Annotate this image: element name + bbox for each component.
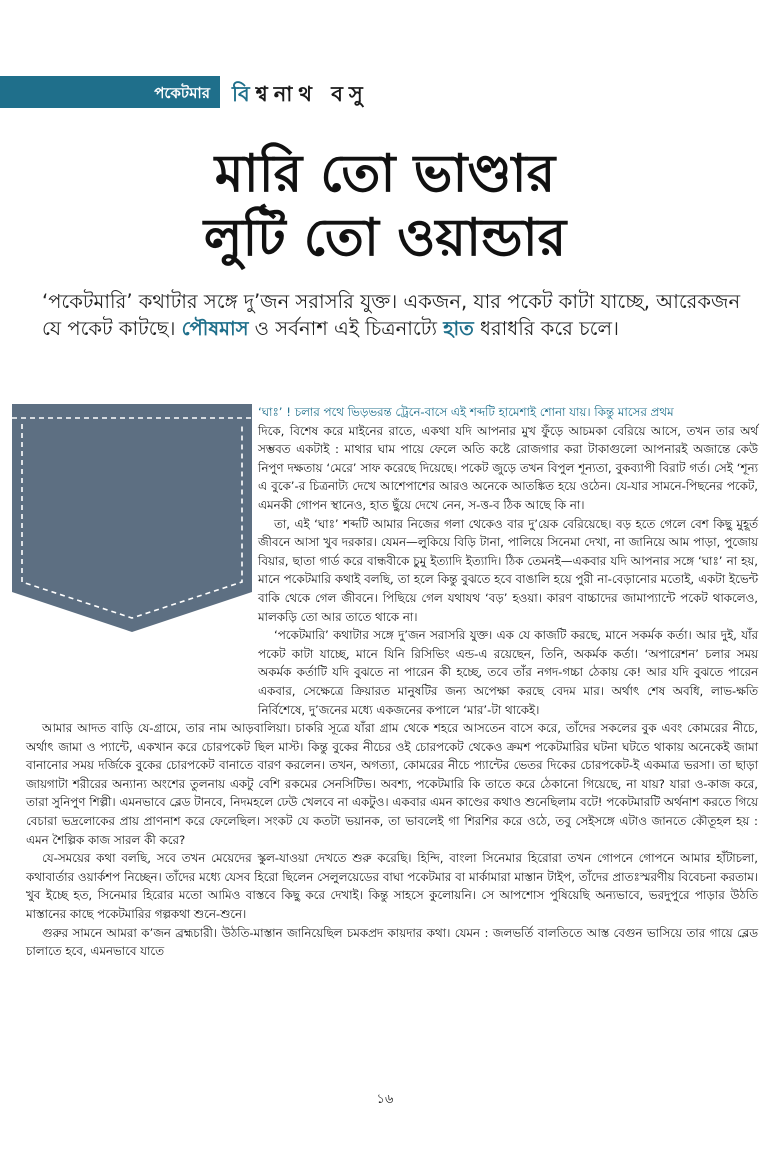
intro-highlight: হাত: [443, 317, 474, 340]
pocket-illustration: [12, 404, 252, 632]
intro-highlight: পৌষমাস: [181, 317, 249, 340]
body-paragraph: গুরুর সামনে আমরা ক’জন ব্রহ্মচারী। উঠতি-মাস্তান জানিয়েছিল চমকপ্রদ কায়দার কথা। যেমন : জলভর্তি বালতিতে আস্ত বেগুন ভাসিয়ে তার গায়ে ব্লেড চালাতে হবে, এমনভাবে যাতে: [26, 925, 758, 959]
intro-text: ও সর্বনাশ এই চিত্রনাট্যে: [248, 317, 444, 340]
intro-text: ‘পকেটমারি’ কথাটার সঙ্গে দু’জন সরাসরি যুক্ত। একজন, যার পকেট কাটা যাচ্ছে, আরেকজন যে পকেট কাটছে।: [42, 290, 741, 340]
section-label: পকেটমার: [154, 84, 210, 102]
body-lead: ‘ঘাঃ’ ! চলার পথে ভিড়ভরন্ত ট্রেনে-বাসে এই শব্দটি হামেশাই শোনা যায়। কিন্তু মাসের প্রথম: [258, 405, 674, 419]
author-byline: [232, 78, 369, 113]
article-title-line-2: লুটি তো ওয়ান্ডার: [203, 208, 567, 268]
page-number: ১৬: [376, 1092, 394, 1107]
author-initial: বি: [232, 82, 256, 106]
body-paragraph: তা, এই ‘ঘাঃ’ শব্দটি আমার নিজের গলা থেকেও বার দু’য়েক বেরিয়েছে। বড় হতে গেলে বেশ কিছু মুহূর্ত জীবনে আসা খুব দরকার। যেমন—লুকিয়ে বিড়ি টানা, পালিয়ে সিনেমা দেখা, না জানিয়ে আম পাড়া, পুজোয় বিয়ার, ছাতা গার্ড করে বান্ধবীকে চুমু ইত্যাদি ইত্যাদি। ঠিক তেমনই—একবার যদি আপনার সঙ্গে ‘ঘাঃ’ না হয়, মানে পকেটমারি কথাই বলছি, তা হলে কিন্তু বুঝতে হবে বাঙালি হয়ে পুরী না-বেড়ানোর মতোই, একটা ইভেন্ট বাকি থেকে গেল জীবনে। পিছিয়ে গেল যথাযথ ‘বড়’ হওয়া। কারণ বাচ্চাদের জামাপ্যান্টে পকেট থাকলেও, মালকড়ি তো আর তাতে থাকে না।: [258, 516, 758, 624]
article-body: [26, 403, 758, 961]
body-paragraph: ‘পকেটমারি’ কথাটার সঙ্গে দু’জন সরাসরি যুক্ত। এক যে কাজটি করছে, মানে সকর্মক কর্তা। আর দুই, যাঁর পকেট কাটা যাচ্ছে, মানে যিনি রিসিভিং এন্ড-এ রয়েছেন, তিনি, অকর্মক কর্তা। ‘অপারেশন’ চলার সময় অকর্মক কর্তাটি যদি বুঝতে না পারেন কী হচ্ছে, তবে তাঁর নগদ-গচ্চা ঠেকায় কে! আর যদি বুঝতে পারেন একবার, সেক্ষেত্রে ক্রিয়ারত মানুষটির জন্য অপেক্ষা করছে বেদম মার। অর্থাৎ শেষ অবধি, লাভ-ক্ষতি নির্বিশেষে, দু’জনের মধ্যে একজনের কপালে ‘মার’-টা থাকেই।: [258, 628, 758, 717]
intro-text: ধরাধরি করে চলে।: [473, 317, 619, 340]
intro-paragraph: [42, 288, 742, 342]
section-bar: [0, 76, 220, 108]
article-title-line-1: মারি তো ভাণ্ডার: [214, 144, 556, 204]
body-paragraph: দিকে, বিশেষ করে মাইনের রাতে, একথা যদি আপনার মুখ ফুঁড়ে আচমকা বেরিয়ে আসে, তখন তার অর্থ সম্ভবত একটাই : মাথার ঘাম পায়ে ফেলে অতি কষ্টে রোজগার করা টাকাগুলো আপনারই অজান্তে কেউ নিপুণ দক্ষতায় ‘মেরে’ সাফ করেছে দিয়েছে। পকেট জুড়ে তখন বিপুল শূন্যতা, বুকব্যাপী বিরাট গর্ত। সেই ‘শূন্য এ বুকে’-র চিত্রনাট্য দেখে আশেপাশের আরও অনেকে আতঙ্কিত হয়ে ওঠেন। যে-যার সামনে-পিছনের পকেট, এমনকী গোপন স্থানেও, হাত ছুঁয়ে দেখে নেন, স-ত্ত-ব ঠিক আছে কি না।: [258, 423, 758, 512]
author-name: শ্বনাথ বসু: [255, 82, 369, 106]
body-paragraph: যে-সময়ের কথা বলছি, সবে তখন মেয়েদের স্কুল-যাওয়া দেখতে শুরু করেছি। হিন্দি, বাংলা সিনেমার হিরোরা তখন গোপনে গোপনে আমার হাঁটাচলা, কথাবার্তার ওয়ার্কশপ নিচ্ছেন। তাঁদের মধ্যে যেসব হিরো ছিলেন সেলুলয়েডের বাঘা পকেটমার বা মার্কামারা মাস্তান টাইপ, তাঁদের প্রাতঃস্মরণীয় বিবেচনা করতাম। খুব ইচ্ছে হত, সিনেমার হিরোর মতো আমিও বাস্তবে কিছু করে দেখাই। কিন্তু সাহসে কুলোয়নি। সে আপশোস পুষিয়েছি অন্যভাবে, ভরদুপুরে পাড়ার উঠতি মাস্তানের কাছে পকেটমারির গল্পকথা শুনে-শুনে।: [26, 851, 758, 922]
body-paragraph: আমার আদত বাড়ি যে-গ্রামে, তার নাম আড়বালিয়া। চাকরি সূত্রে যাঁরা গ্রাম থেকে শহরে আসতেন বাসে করে, তাঁদের সকলের বুক এবং কোমরের নীচে, অর্থাৎ জামা ও প্যান্টে, একখান করে চোরপকেট ছিল মাস্ট। কিন্তু বুকের নীচের ওই চোরপকেট থেকেও ক্রমশ পকেটমারির ঘটনা ঘটতে থাকায় অনেকেই জামা বানানোর সময় দর্জিকে বুকের চোরপকেট বানাতে বারণ করলেন। তখন, অগত্যা, কোমরের নীচে প্যান্টের ভেতর দিকের চোরপকেট-ই একমাত্র ভরসা। তা ছাড়া জায়গাটা শরীরের অন্যান্য অংশের তুলনায় একটু বেশি রকমের সেনসিটিভ। অবশ্য, পকেটমারি কি তাতে করে ঠেকানো গিয়েছে, না যায়? যারা ও-কাজ করে, তারা সুনিপুণ শিল্পী। এমনভাবে ব্লেড টানবে, নিদমহলে ঢেউ খেলবে না একটুও। একবার এমন কাণ্ডের কথাও শুনেছিলাম বটে! পকেটমারটি অর্থনাশ করতে গিয়ে বেচারা ভদ্রলোকের প্রায় প্রাণনাশ করে ফেলেছিল। সংকট যে কতটা ভয়ানক, তা ভাবলেই গা শিরশির করে ওঠে, তবু সেইসঙ্গে এটাও জানতে কৌতূহল হয় : এমন শৈল্পিক কাজ সারল কী করে?: [26, 721, 758, 847]
